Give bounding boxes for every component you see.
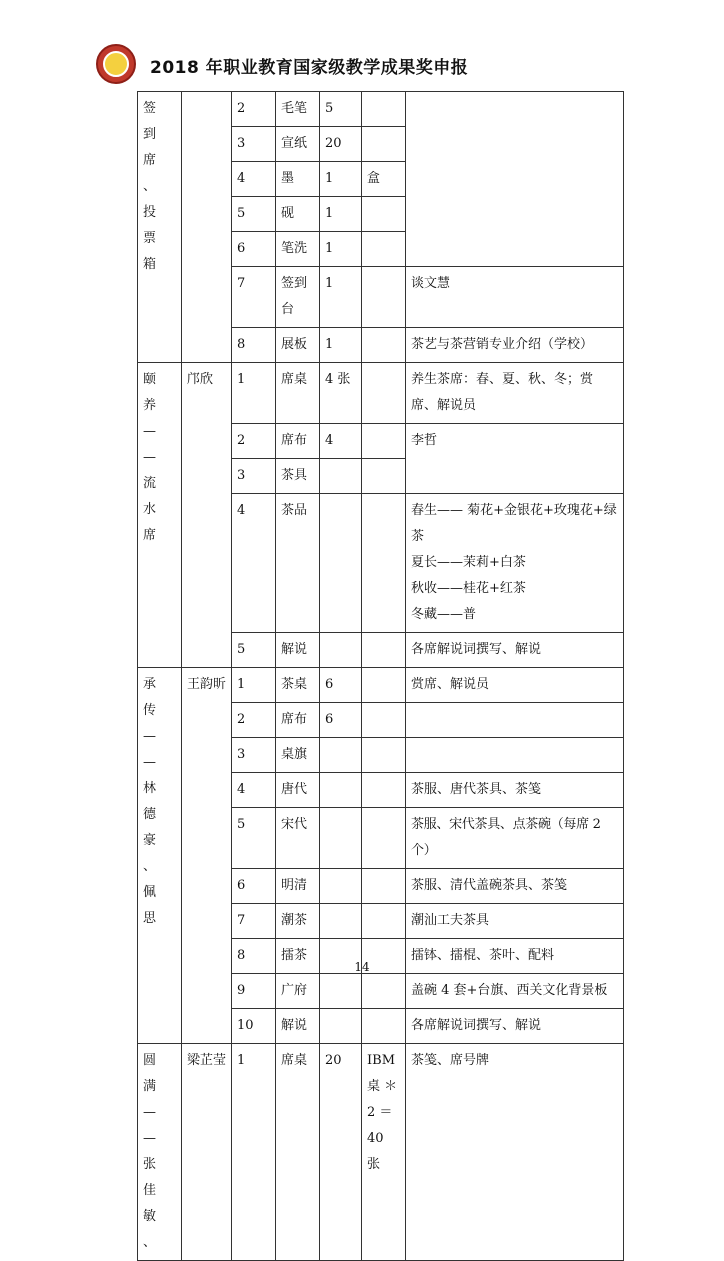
row-qty: 4 [320, 424, 362, 459]
row-no: 5 [232, 808, 276, 869]
row-item: 唐代 [276, 773, 320, 808]
row-no: 6 [232, 869, 276, 904]
row-qty [320, 974, 362, 1009]
table-row [138, 668, 624, 703]
group-person: 邝欣 [182, 363, 232, 668]
row-qty: 4 张 [320, 363, 362, 424]
header-title: 2018 年职业教育国家级教学成果奖申报 [150, 58, 469, 78]
row-qty: 6 [320, 703, 362, 738]
row-item: 席桌 [276, 1044, 320, 1261]
row-unit [362, 668, 406, 703]
table-row [138, 1044, 624, 1261]
row-qty [320, 904, 362, 939]
row-unit [362, 494, 406, 633]
row-no: 6 [232, 232, 276, 267]
group-name: 圆满——张佳敏、 [138, 1044, 182, 1261]
page-number: 14 [354, 960, 370, 974]
row-unit [362, 703, 406, 738]
group-person: 梁芷莹 [182, 1044, 232, 1261]
table-row [138, 92, 624, 127]
row-qty: 1 [320, 232, 362, 267]
row-unit [362, 92, 406, 127]
row-note: 各席解说词撰写、解说 [406, 1009, 624, 1044]
school-emblem-icon [96, 44, 136, 84]
row-qty: 5 [320, 92, 362, 127]
row-no: 7 [232, 267, 276, 328]
row-item: 展板 [276, 328, 320, 363]
row-note: 赏席、解说员 [406, 668, 624, 703]
row-qty: 1 [320, 197, 362, 232]
row-qty: 20 [320, 1044, 362, 1261]
row-note: 盖碗 4 套+台旗、西关文化背景板 [406, 974, 624, 1009]
row-note: 茶服、宋代茶具、点茶碗（每席 2 个） [406, 808, 624, 869]
row-unit [362, 363, 406, 424]
row-item: 解说 [276, 633, 320, 668]
row-note: 茶笺、席号牌 [406, 1044, 624, 1261]
row-qty: 6 [320, 668, 362, 703]
row-unit [362, 127, 406, 162]
row-note [406, 703, 624, 738]
row-qty: 1 [320, 267, 362, 328]
row-item: 席桌 [276, 363, 320, 424]
row-qty [320, 869, 362, 904]
row-unit [362, 808, 406, 869]
row-note: 擂钵、擂棍、茶叶、配料 [406, 939, 624, 974]
row-no: 1 [232, 668, 276, 703]
row-no: 4 [232, 494, 276, 633]
row-item: 茶桌 [276, 668, 320, 703]
row-unit [362, 773, 406, 808]
row-qty: 1 [320, 162, 362, 197]
row-no: 7 [232, 904, 276, 939]
row-no: 2 [232, 92, 276, 127]
row-item: 笔洗 [276, 232, 320, 267]
row-unit [362, 459, 406, 494]
row-item: 茶品 [276, 494, 320, 633]
row-no: 1 [232, 1044, 276, 1261]
group-person: 王韵昕 [182, 668, 232, 1044]
row-note: 茶艺与茶营销专业介绍（学校） [406, 328, 624, 363]
row-unit [362, 869, 406, 904]
row-no: 5 [232, 633, 276, 668]
row-unit [362, 328, 406, 363]
row-no: 4 [232, 773, 276, 808]
table-row [138, 363, 624, 424]
group-name: 承传——林德豪、佩思 [138, 668, 182, 1044]
row-item: 席布 [276, 424, 320, 459]
row-no: 4 [232, 162, 276, 197]
row-no: 9 [232, 974, 276, 1009]
row-unit [362, 232, 406, 267]
row-qty [320, 773, 362, 808]
row-note [406, 738, 624, 773]
row-item: 广府 [276, 974, 320, 1009]
row-note: 茶服、清代盖碗茶具、茶笺 [406, 869, 624, 904]
row-no: 8 [232, 328, 276, 363]
row-qty: 1 [320, 328, 362, 363]
row-note: 潮汕工夫茶具 [406, 904, 624, 939]
row-unit [362, 1009, 406, 1044]
row-item: 解说 [276, 1009, 320, 1044]
row-no: 3 [232, 738, 276, 773]
row-item: 墨 [276, 162, 320, 197]
row-unit [362, 267, 406, 328]
row-note: 春生—— 菊花+金银花+玫瑰花+绿茶 夏长——茉莉+白茶 秋收——桂花+红茶 冬藏——普 [406, 494, 624, 633]
materials-table [137, 91, 624, 1261]
row-no: 8 [232, 939, 276, 974]
row-no: 3 [232, 459, 276, 494]
row-qty [320, 1009, 362, 1044]
row-no: 2 [232, 703, 276, 738]
row-item: 潮茶 [276, 904, 320, 939]
row-item: 签到台 [276, 267, 320, 328]
row-no: 5 [232, 197, 276, 232]
row-note: 各席解说词撰写、解说 [406, 633, 624, 668]
row-item: 宋代 [276, 808, 320, 869]
row-note [406, 92, 624, 267]
row-note: 养生茶席：春、夏、秋、冬；赏席、解说员 [406, 363, 624, 424]
row-unit [362, 738, 406, 773]
row-note: 李哲 [406, 424, 624, 494]
row-qty [320, 808, 362, 869]
row-no: 3 [232, 127, 276, 162]
row-item: 毛笔 [276, 92, 320, 127]
row-no: 2 [232, 424, 276, 459]
row-unit [362, 197, 406, 232]
row-unit [362, 633, 406, 668]
group-name: 签到席、投票箱 [138, 92, 182, 363]
row-qty: 20 [320, 127, 362, 162]
row-item: 砚 [276, 197, 320, 232]
row-qty [320, 633, 362, 668]
row-no: 1 [232, 363, 276, 424]
page-header [96, 42, 656, 90]
row-qty [320, 494, 362, 633]
group-person [182, 92, 232, 363]
row-item: 茶具 [276, 459, 320, 494]
row-note: 谈文慧 [406, 267, 624, 328]
row-qty [320, 459, 362, 494]
row-unit: 盒 [362, 162, 406, 197]
row-item: 宣纸 [276, 127, 320, 162]
row-no: 10 [232, 1009, 276, 1044]
row-unit: IBM 桌 ＊ 2 ＝ 40 张 [362, 1044, 406, 1261]
row-item: 明清 [276, 869, 320, 904]
row-note: 茶服、唐代茶具、茶笺 [406, 773, 624, 808]
row-item: 擂茶 [276, 939, 320, 974]
group-name: 颐养——流水席 [138, 363, 182, 668]
row-unit [362, 974, 406, 1009]
row-unit [362, 424, 406, 459]
row-item: 席布 [276, 703, 320, 738]
row-unit [362, 904, 406, 939]
row-qty [320, 738, 362, 773]
row-item: 桌旗 [276, 738, 320, 773]
